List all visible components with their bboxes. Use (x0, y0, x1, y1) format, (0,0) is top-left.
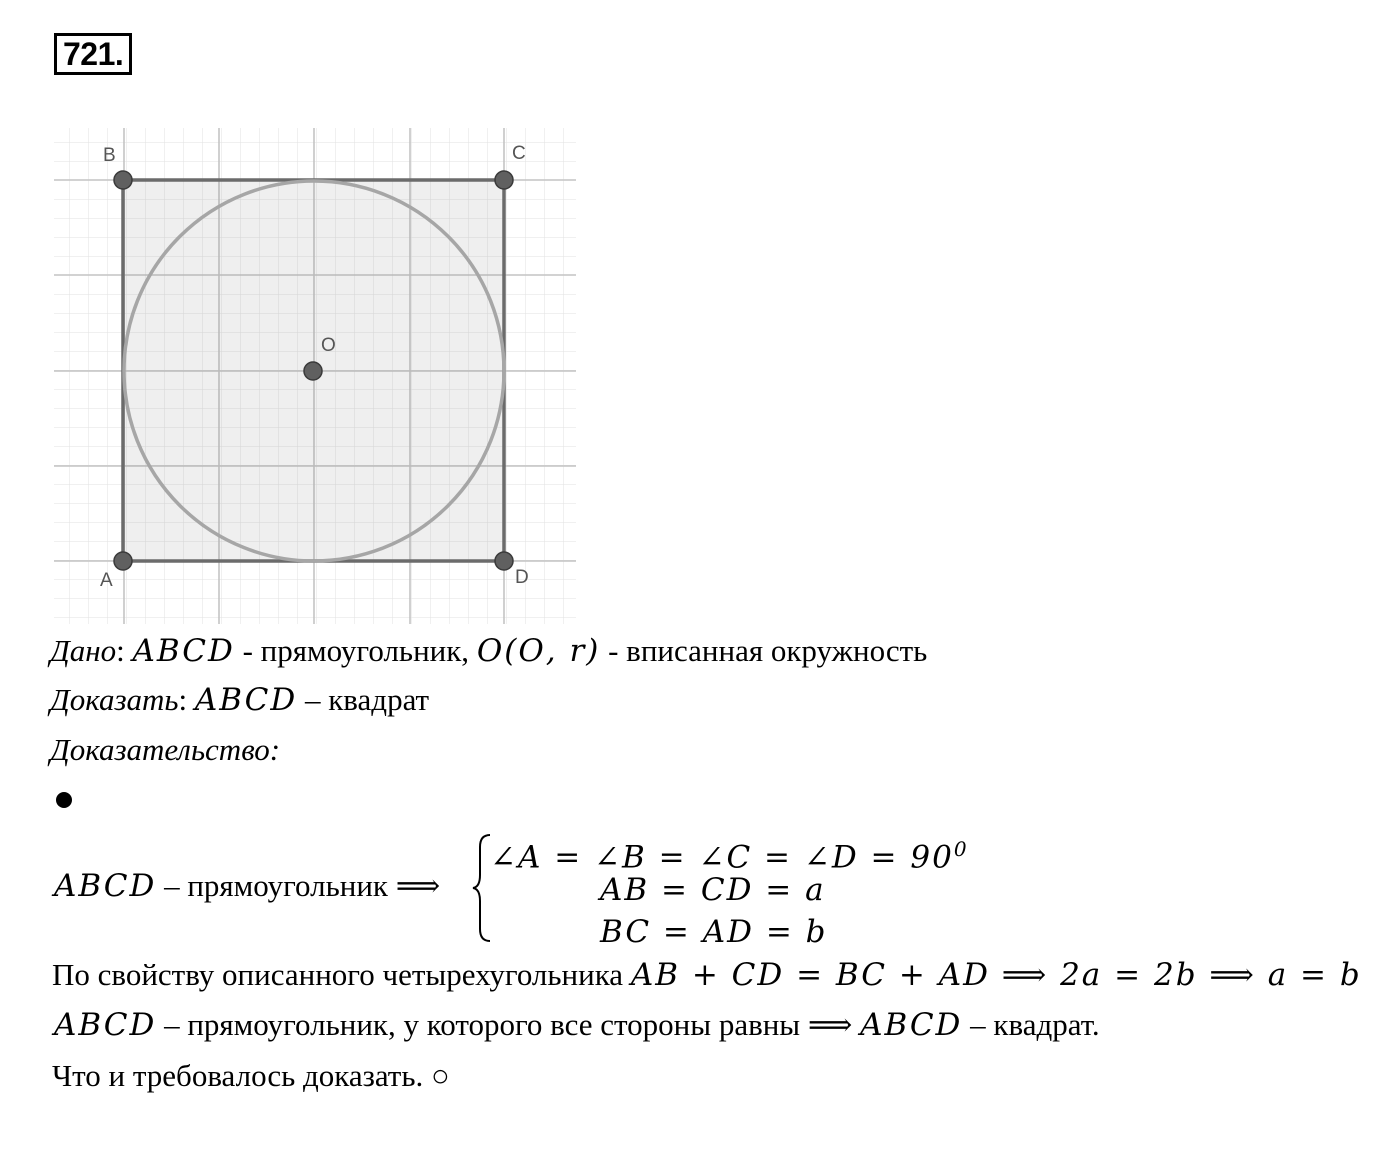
label-a: A (100, 570, 113, 591)
problem-number: 721. (54, 33, 132, 75)
tangential-equation: AB + CD = BC + AD ⟹ 2a = 2b ⟹ a = b (630, 957, 1362, 993)
proof-line-3: ABCD – прямоугольник, у которого все стороны равны ⟹ ABCD – квадрат. (54, 1007, 1100, 1043)
geometry-figure (54, 128, 576, 624)
proof-end: Что и требовалось доказать. ○ (52, 1058, 450, 1093)
system-bc-ad: BC = AD = b (600, 914, 828, 950)
given-text-1: - прямоугольник, (234, 633, 477, 668)
proof-line-2: По свойству описанного четырехугольника AB + CD = BC + AD ⟹ 2a = 2b ⟹ a = b (52, 957, 1362, 993)
point-d (495, 552, 513, 570)
given-text-2: - вписанная окружность (600, 633, 928, 668)
proof-label: Доказательство: (50, 732, 281, 767)
label-d: D (515, 567, 529, 588)
label-b: B (103, 145, 116, 166)
given-figure-name: ABCD (132, 633, 235, 669)
bullet-icon (56, 792, 72, 808)
point-a (114, 552, 132, 570)
circle-notation: 𝑂(𝑂, 𝑟) (476, 633, 601, 669)
given-line: Дано: ABCD - прямоугольник, 𝑂(𝑂, 𝑟) - вписанная окружность (50, 633, 928, 669)
point-b (114, 171, 132, 189)
given-label: Дано (50, 633, 117, 668)
system-ab-cd: AB = CD = a (600, 872, 826, 908)
prove-label: Доказать (50, 682, 179, 717)
label-c: C (512, 143, 526, 164)
prove-line: Доказать: ABCD – квадрат (50, 682, 430, 718)
label-o: O (321, 335, 336, 356)
proof-line-1: ABCD – прямоугольник ⟹ (54, 868, 441, 904)
system-angles: ∠A = ∠B = ∠C = ∠D = $90^0$ (490, 837, 969, 876)
prove-text: – квадрат (297, 682, 430, 717)
point-c (495, 171, 513, 189)
prove-figure-name: ABCD (194, 682, 298, 718)
point-o (304, 362, 322, 380)
